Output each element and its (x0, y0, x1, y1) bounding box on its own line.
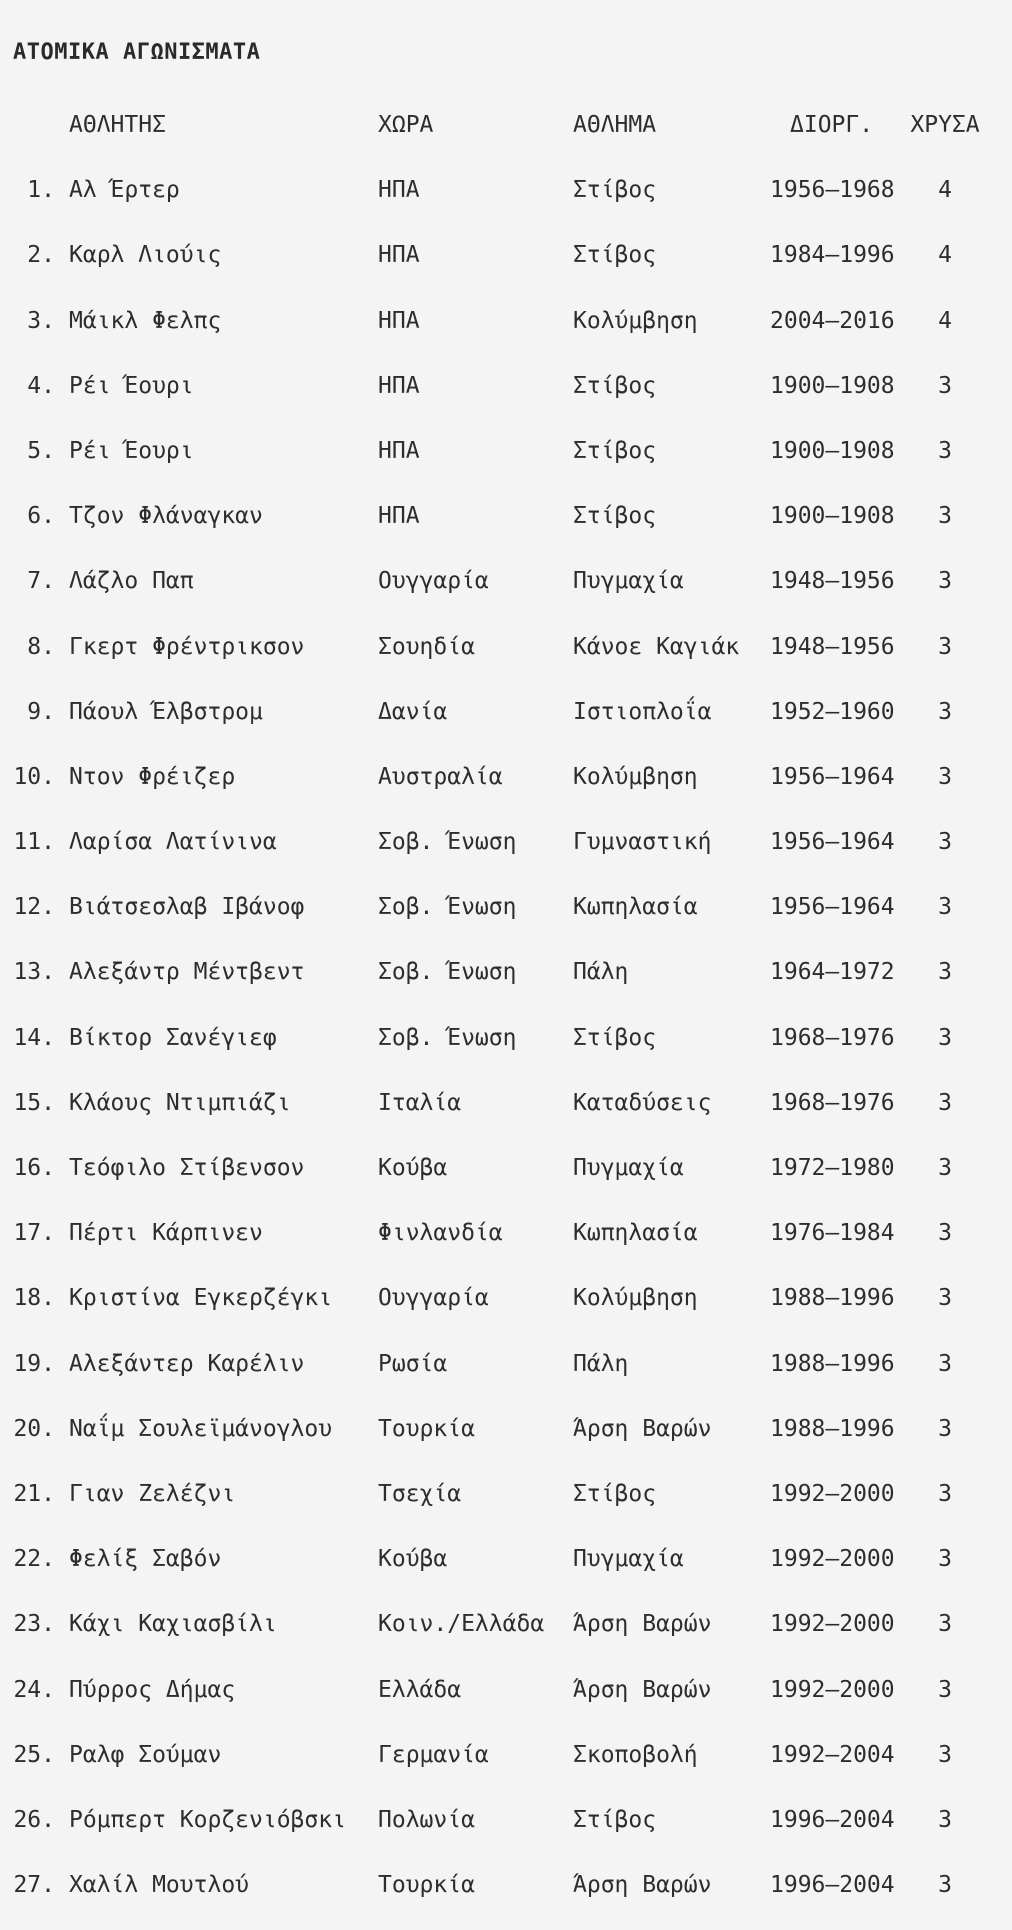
athlete-name: Βίκτορ Σανέγιεφ (69, 1024, 277, 1051)
table-row (0, 366, 1012, 431)
sport: Γυμναστική (573, 829, 712, 856)
sport: Στίβος (573, 437, 657, 464)
country: ΗΠΑ (378, 242, 420, 269)
gold-count: 3 (938, 1024, 952, 1051)
country: Κούβα (378, 1155, 448, 1181)
athlete-name: Ρόμπερτ Κορζενιόβσκι (69, 1806, 346, 1833)
table-header (0, 105, 1012, 170)
row-number: 4. (27, 372, 55, 399)
country: ΗΠΑ (378, 307, 420, 334)
table-row (0, 1604, 1012, 1669)
years: 1992–2000 (770, 1546, 895, 1573)
years: 1956–1964 (770, 894, 895, 921)
gold-count: 3 (938, 1741, 952, 1768)
gold-count: 3 (938, 1089, 952, 1116)
table-body (0, 170, 1012, 1930)
table-row (0, 1148, 1012, 1213)
athlete-name: Φελίξ Σαβόν (69, 1546, 222, 1573)
years: 1988–1996 (770, 1350, 895, 1377)
table-row (0, 822, 1012, 887)
country: Σοβ. Ένωση (378, 894, 517, 921)
gold-count: 3 (938, 763, 952, 790)
row-number: 16. (13, 1155, 55, 1181)
years: 1992–2000 (770, 1611, 895, 1638)
gold-count: 3 (938, 503, 952, 530)
years: 1952–1960 (770, 698, 895, 725)
years: 1900–1908 (770, 372, 895, 399)
athlete-name: Κλάους Ντιμπιάζι (69, 1089, 291, 1116)
row-number: 10. (13, 763, 55, 790)
gold-count: 3 (938, 372, 952, 399)
gold-count: 3 (938, 1480, 952, 1507)
sport: Κωπηλασία (573, 1220, 698, 1247)
years: 1956–1964 (770, 763, 895, 790)
sport: Άρση Βαρών (573, 1611, 712, 1638)
years: 1964–1972 (770, 959, 895, 986)
country: Σοβ. Ένωση (378, 1024, 517, 1051)
header-gold: ΧΡΥΣΑ (910, 112, 980, 138)
sport: Στίβος (573, 1806, 657, 1833)
country: Ελλάδα (378, 1676, 462, 1703)
years: 1968–1976 (770, 1024, 895, 1051)
athlete-name: Πέρτι Κάρπινεν (69, 1220, 263, 1247)
sport: Άρση Βαρών (573, 1872, 712, 1899)
row-number: 15. (13, 1089, 55, 1116)
years: 1992–2000 (770, 1480, 895, 1507)
gold-count: 3 (938, 1415, 952, 1442)
table-row (0, 757, 1012, 822)
athlete-name: Ναΐμ Σουλεϊμάνογλου (69, 1415, 333, 1442)
country: ΗΠΑ (378, 372, 420, 399)
country: Τσεχία (378, 1480, 462, 1507)
gold-count: 3 (938, 894, 952, 921)
country: Τουρκία (378, 1415, 475, 1442)
sport: Πυγμαχία (573, 1155, 684, 1181)
row-number: 24. (13, 1676, 55, 1703)
row-number: 5. (27, 437, 55, 464)
table-row (0, 561, 1012, 626)
gold-count: 3 (938, 1220, 952, 1247)
header-sport: ΑΘΛΗΜΑ (573, 112, 657, 138)
years: 1900–1908 (770, 437, 895, 464)
row-number: 7. (27, 568, 55, 595)
country: Ουγγαρία (378, 1285, 489, 1312)
table-row (0, 1278, 1012, 1343)
row-number: 27. (13, 1872, 55, 1899)
sport: Κωπηλασία (573, 894, 698, 921)
row-number: 13. (13, 959, 55, 986)
row-number: 22. (13, 1546, 55, 1573)
row-number: 6. (27, 503, 55, 530)
row-number: 23. (13, 1611, 55, 1638)
row-number: 20. (13, 1415, 55, 1442)
athlete-name: Τζον Φλάναγκαν (69, 503, 263, 530)
header-years: ΔΙΟΡΓ. (790, 112, 874, 138)
row-number: 11. (13, 829, 55, 856)
athlete-name: Λάζλο Παπ (69, 568, 194, 595)
row-number: 25. (13, 1741, 55, 1768)
years: 1996–2004 (770, 1872, 895, 1899)
sport: Ιστιοπλοΐα (573, 698, 712, 725)
athlete-name: Τεόφιλο Στίβενσον (69, 1155, 305, 1181)
athlete-name: Ρέι Έουρι (69, 372, 194, 399)
country: Πολωνία (378, 1806, 475, 1833)
sport: Στίβος (573, 372, 657, 399)
athlete-name: Ντον Φρέιζερ (69, 763, 236, 790)
row-number: 19. (13, 1350, 55, 1377)
sport: Πάλη (573, 1350, 629, 1377)
years: 1992–2000 (770, 1676, 895, 1703)
athlete-name: Κριστίνα Εγκερζέγκι (69, 1285, 333, 1312)
header-athlete: ΑΘΛΗΤΗΣ (69, 112, 166, 138)
years: 1984–1996 (770, 242, 895, 269)
table-row (0, 1800, 1012, 1865)
gold-count: 4 (938, 177, 952, 204)
gold-count: 3 (938, 1546, 952, 1573)
gold-count: 3 (938, 1155, 952, 1181)
gold-count: 3 (938, 568, 952, 595)
table-row (0, 1018, 1012, 1083)
header-country: ΧΩΡΑ (378, 112, 434, 138)
country: Σοβ. Ένωση (378, 829, 517, 856)
sport: Άρση Βαρών (573, 1676, 712, 1703)
country: Κούβα (378, 1546, 448, 1573)
row-number: 1. (27, 177, 55, 204)
country: Αυστραλία (378, 763, 503, 790)
years: 1996–2004 (770, 1806, 895, 1833)
row-number: 3. (27, 307, 55, 334)
gold-count: 3 (938, 1611, 952, 1638)
sport: Στίβος (573, 177, 657, 204)
row-number: 8. (27, 633, 55, 660)
years: 1948–1956 (770, 568, 895, 595)
table-row (0, 692, 1012, 757)
gold-count: 3 (938, 1350, 952, 1377)
athlete-name: Μάικλ Φελπς (69, 307, 222, 334)
table-row (0, 1409, 1012, 1474)
years: 1976–1984 (770, 1220, 895, 1247)
table-row (0, 1344, 1012, 1409)
table-row (0, 1865, 1012, 1930)
years: 1900–1908 (770, 503, 895, 530)
gold-count: 3 (938, 959, 952, 986)
country: Γερμανία (378, 1741, 489, 1768)
athlete-name: Αλ Έρτερ (69, 177, 180, 204)
country: Σοβ. Ένωση (378, 959, 517, 986)
table-row (0, 1083, 1012, 1148)
row-number: 21. (13, 1480, 55, 1507)
athlete-name: Λαρίσα Λατίνινα (69, 829, 277, 856)
years: 1988–1996 (770, 1415, 895, 1442)
table-row (0, 1213, 1012, 1278)
table-row (0, 170, 1012, 235)
table-row (0, 431, 1012, 496)
sport: Στίβος (573, 1024, 657, 1051)
country: ΗΠΑ (378, 177, 420, 204)
years: 1956–1968 (770, 177, 895, 204)
athlete-name: Γκερτ Φρέντρικσον (69, 633, 305, 660)
country: Σουηδία (378, 633, 475, 660)
row-number: 18. (13, 1285, 55, 1312)
athlete-name: Κάχι Καχιασβίλι (69, 1611, 277, 1638)
sport: Σκοποβολή (573, 1741, 698, 1768)
row-number: 12. (13, 894, 55, 921)
country: Κοιν./Ελλάδα (378, 1611, 545, 1638)
country: Ιταλία (378, 1089, 462, 1116)
sport: Κολύμβηση (573, 763, 698, 790)
years: 1948–1956 (770, 633, 895, 660)
athlete-name: Χαλίλ Μουτλού (69, 1872, 250, 1899)
sport: Κολύμβηση (573, 1285, 698, 1312)
country: Ρωσία (378, 1350, 448, 1377)
athlete-name: Αλεξάντερ Καρέλιν (69, 1350, 305, 1377)
table-row (0, 496, 1012, 561)
gold-count: 4 (938, 242, 952, 269)
page-title: ΑΤΟΜΙΚΑ ΑΓΩΝΙΣΜΑΤΑ (13, 40, 261, 65)
gold-count: 3 (938, 698, 952, 725)
table-row (0, 627, 1012, 692)
athlete-name: Ραλφ Σούμαν (69, 1741, 222, 1768)
sport: Καταδύσεις (573, 1089, 712, 1116)
country: Ουγγαρία (378, 568, 489, 595)
athlete-name: Γιαν Ζελέζνι (69, 1480, 236, 1507)
athlete-name: Βιάτσεσλαβ Ιβάνοφ (69, 894, 305, 921)
athlete-name: Καρλ Λιούις (69, 242, 222, 269)
row-number: 2. (27, 242, 55, 269)
years: 1972–1980 (770, 1155, 895, 1181)
table-row (0, 1735, 1012, 1800)
table-row (0, 887, 1012, 952)
table-row (0, 301, 1012, 366)
gold-count: 3 (938, 1806, 952, 1833)
table-row (0, 1670, 1012, 1735)
years: 2004–2016 (770, 307, 895, 334)
country: Τουρκία (378, 1872, 475, 1899)
table-row (0, 952, 1012, 1017)
sport: Πυγμαχία (573, 1546, 684, 1573)
gold-count: 3 (938, 633, 952, 660)
sport: Στίβος (573, 503, 657, 530)
years: 1988–1996 (770, 1285, 895, 1312)
sport: Στίβος (573, 1480, 657, 1507)
athlete-name: Ρέι Έουρι (69, 437, 194, 464)
row-number: 26. (13, 1806, 55, 1833)
athlete-name: Αλεξάντρ Μέντβεντ (69, 959, 305, 986)
athlete-name: Πύρρος Δήμας (69, 1676, 236, 1703)
table-row (0, 1539, 1012, 1604)
table-row (0, 235, 1012, 300)
row-number: 17. (13, 1220, 55, 1247)
sport: Κολύμβηση (573, 307, 698, 334)
gold-count: 4 (938, 307, 952, 334)
country: ΗΠΑ (378, 503, 420, 530)
gold-count: 3 (938, 1285, 952, 1312)
gold-count: 3 (938, 1676, 952, 1703)
gold-count: 3 (938, 829, 952, 856)
country: Δανία (378, 698, 448, 725)
medalists-table (0, 105, 1012, 1930)
years: 1992–2004 (770, 1741, 895, 1768)
athlete-name: Πάουλ Έλβστρομ (69, 698, 263, 725)
sport: Άρση Βαρών (573, 1415, 712, 1442)
years: 1968–1976 (770, 1089, 895, 1116)
years: 1956–1964 (770, 829, 895, 856)
row-number: 9. (27, 698, 55, 725)
country: ΗΠΑ (378, 437, 420, 464)
gold-count: 3 (938, 1872, 952, 1899)
table-row (0, 1474, 1012, 1539)
sport: Πυγμαχία (573, 568, 684, 595)
row-number: 14. (13, 1024, 55, 1051)
sport: Κάνοε Καγιάκ (573, 633, 740, 660)
sport: Πάλη (573, 959, 629, 986)
country: Φινλανδία (378, 1220, 503, 1247)
gold-count: 3 (938, 437, 952, 464)
sport: Στίβος (573, 242, 657, 269)
